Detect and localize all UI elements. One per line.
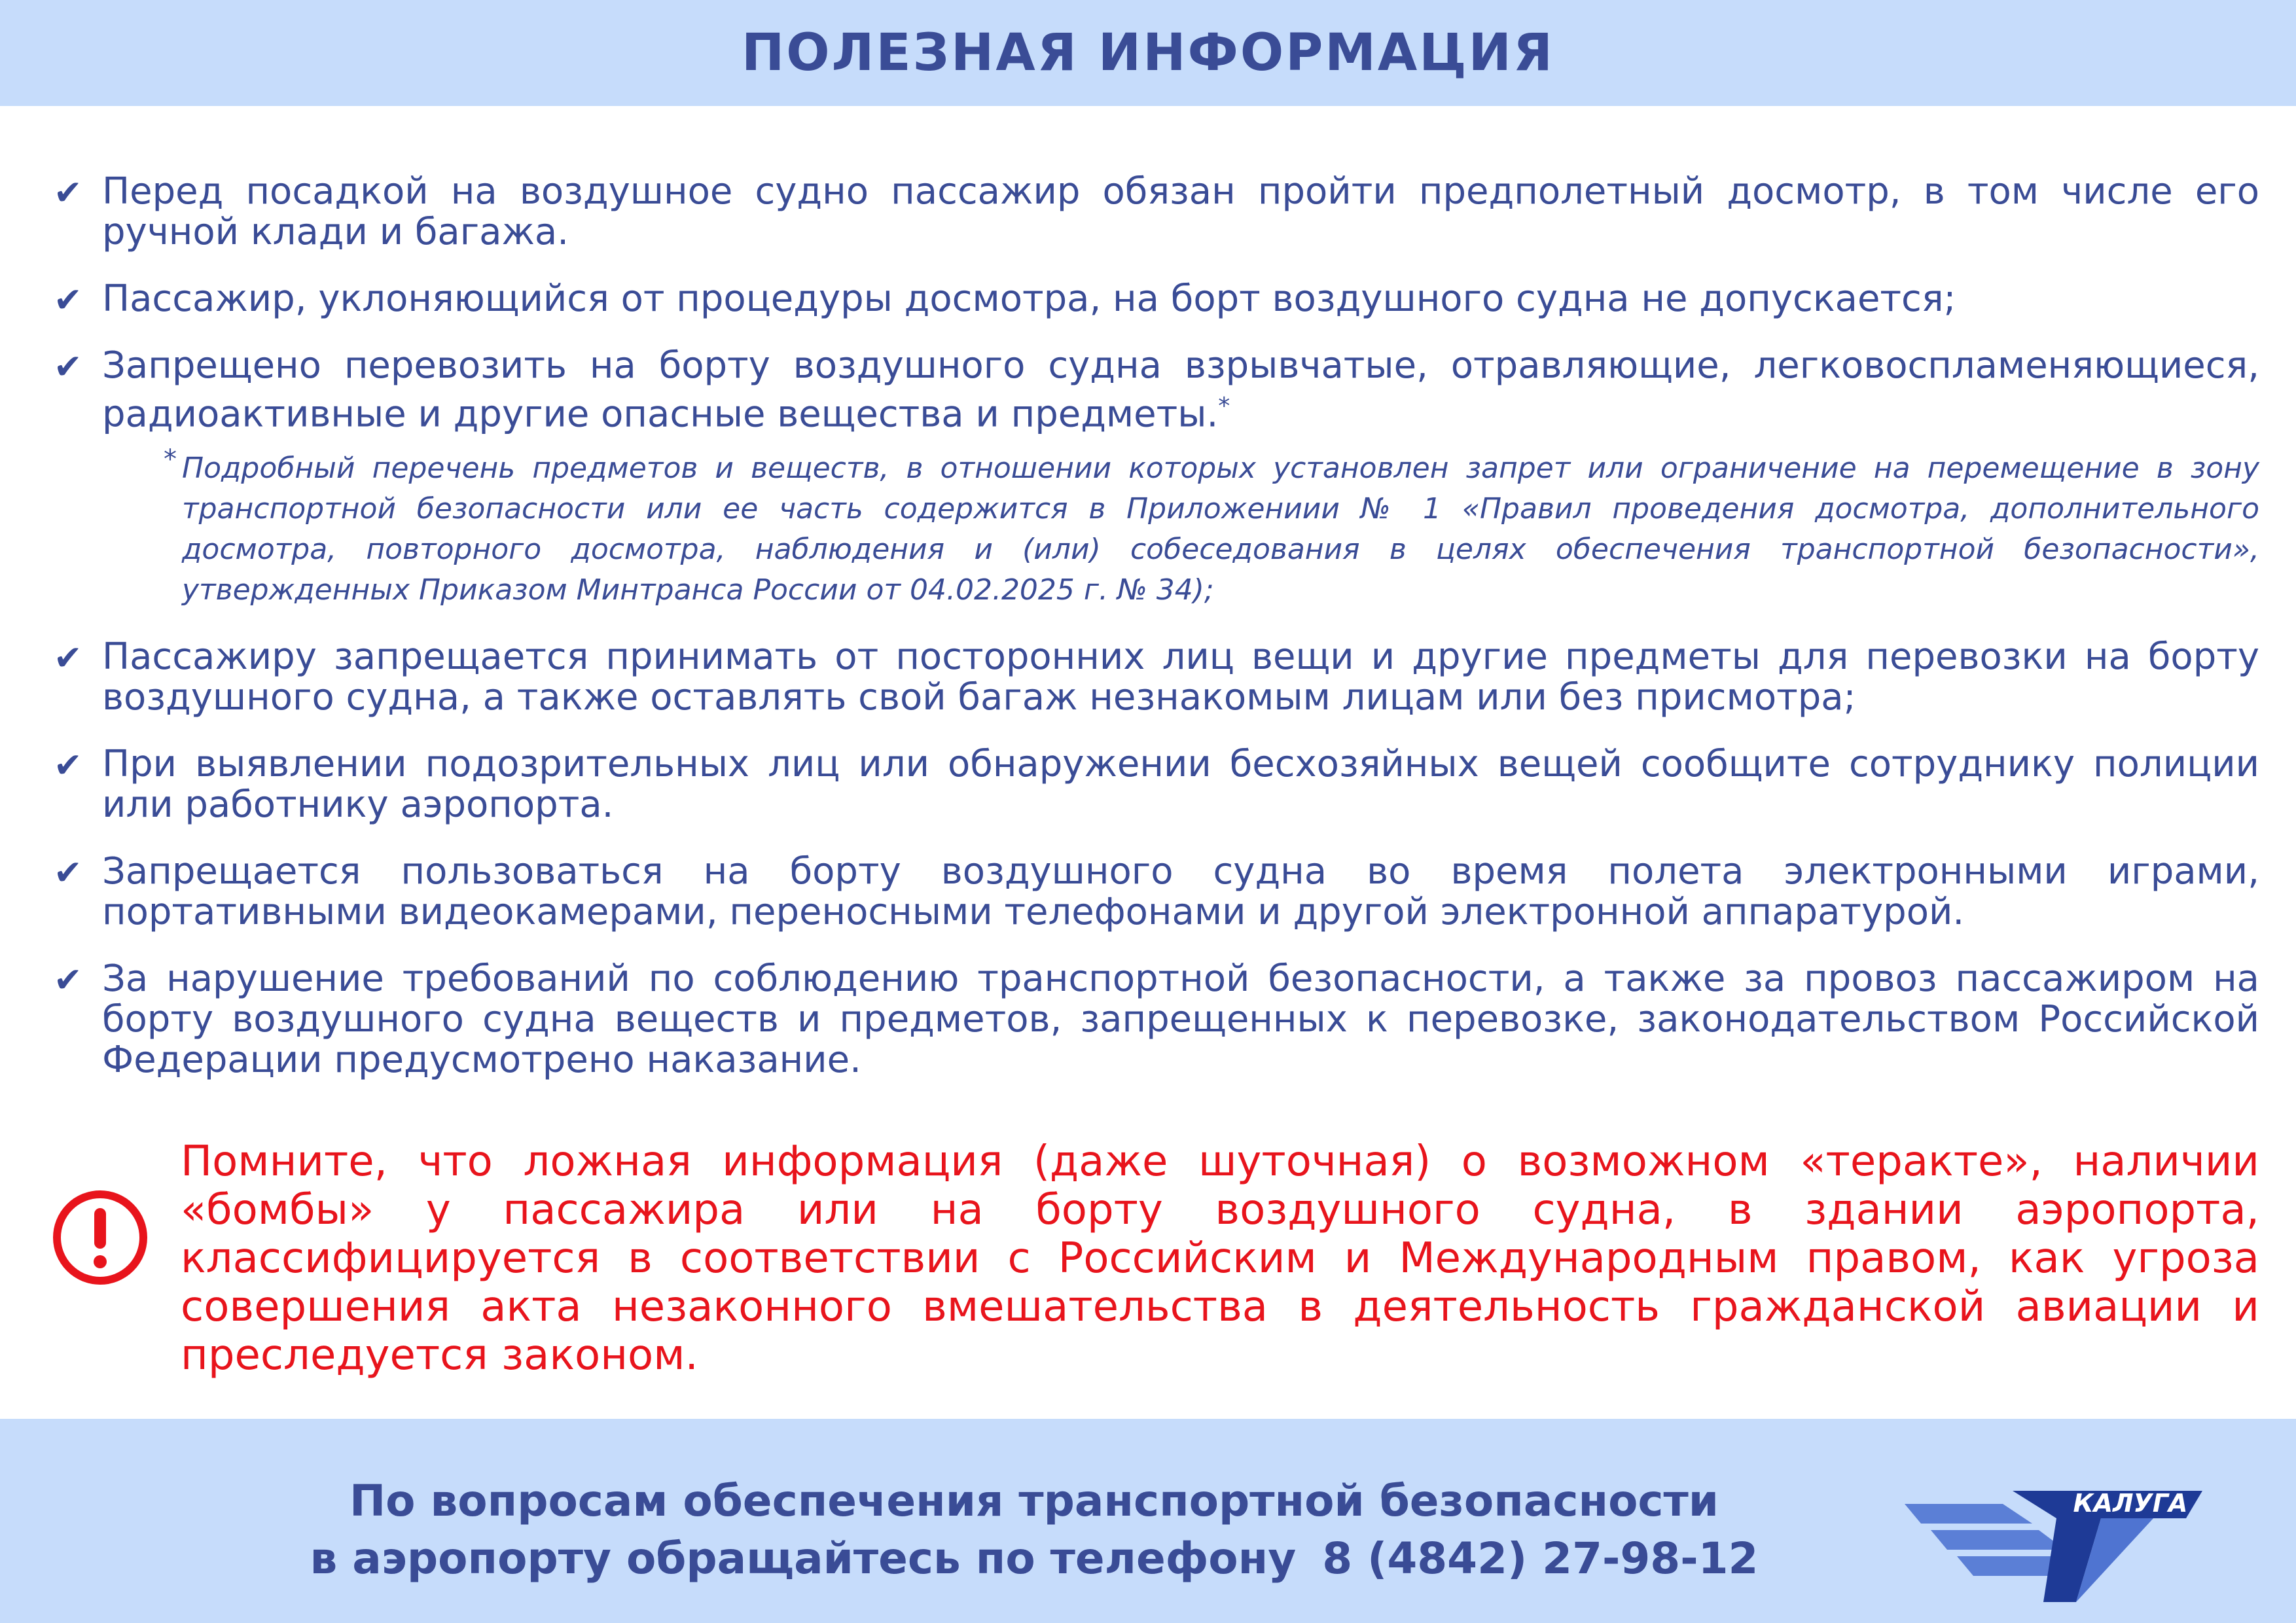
list-item xyxy=(54,851,2259,933)
warning-block xyxy=(51,1137,2259,1380)
item-text-body: Запрещено перевозить на борту воздушного судна взрывчатые, отравляющие, легковоспламеняющиеся, радиоактивные и другие опасные вещества и предметы. xyxy=(102,344,2259,436)
item-text: Пассажиру запрещается принимать от посторонних лиц вещи и другие предметы для перевозки на борту воздушного судна, а также оставлять свой багаж незнакомым лицам или без присмотра; xyxy=(102,635,2259,719)
list-item xyxy=(54,637,2259,718)
contact-line-1: По вопросам обеспечения транспортной безопасности xyxy=(349,1476,1719,1526)
list-item xyxy=(54,279,2259,319)
item-text: Запрещается пользоваться на борту воздушного судна во время полета электронными играми, портативными видеокамерами, переносными телефонами и другой электронной аппаратурой. xyxy=(102,849,2259,933)
page-title: ПОЛЕЗНАЯ ИНФОРМАЦИЯ xyxy=(741,24,1554,82)
footnote-star: * xyxy=(164,444,177,474)
logo-text: КАЛУГА xyxy=(2073,1489,2188,1518)
item-text xyxy=(102,346,2259,435)
item-text: При выявлении подозрительных лиц или обнаружении бесхозяйных вещей сообщите сотруднику полиции или работнику аэропорта. xyxy=(102,742,2259,826)
item-text: За нарушение требований по соблюдению транспортной безопасности, а также за провоз пассажиром на борту воздушного судна веществ и предметов, запрещенных к перевозке, законодательством Российской Федерации предусмотрено наказание. xyxy=(102,957,2259,1081)
footnote xyxy=(54,444,2259,611)
info-list xyxy=(54,171,2259,1107)
footnote-text: Подробный перечень предметов и веществ, в отношении которых установлен запрет или ограничение на перемещение в зону транспортной безопасности или ее часть содержится в Приложениии № 1 «Правил проведения досмотра, дополнительного досмотра, повторного досмотра, наблюдения и (или) собеседования в целях обеспечения транспортной безопасности», утвержденных Приказом Минтранса России от 04.02.2025 г. № 34); xyxy=(182,451,2259,607)
item-text: Перед посадкой на воздушное судно пассажир обязан пройти предполетный досмотр, в том числе его ручной клади и багажа. xyxy=(102,170,2259,253)
kaluga-airport-logo xyxy=(1905,1478,2212,1609)
warning-text: Помните, что ложная информация (даже шуточная) о возможном «теракте», наличии «бомбы» у пассажира или на борту воздушного судна, в здании аэропорта, классифицируется в соответствии с Российским и Международным правом, как угроза совершения акта незаконного вмешательства в деятельность гражданской авиации и преследуется законом. xyxy=(181,1137,2259,1380)
item-text: Пассажир, уклоняющийся от процедуры досмотра, на борт воздушного судна не допускается; xyxy=(102,277,1956,320)
checkmark-icon: ✔ xyxy=(54,745,82,785)
list-item xyxy=(54,959,2259,1080)
contact-line-2-text: в аэропорту обращайтесь по телефону xyxy=(310,1533,1297,1584)
footer-band xyxy=(0,1419,2296,1623)
exclamation-circle-icon xyxy=(51,1188,149,1287)
list-item xyxy=(54,346,2259,435)
list-item xyxy=(54,171,2259,253)
list-item xyxy=(54,744,2259,825)
contact-info xyxy=(249,1472,1820,1588)
checkmark-icon: ✔ xyxy=(54,853,82,893)
phone-number: 8 (4842) 27-98-12 xyxy=(1322,1533,1759,1584)
header-band xyxy=(0,0,2296,106)
contact-line-2 xyxy=(249,1530,1820,1588)
checkmark-icon: ✔ xyxy=(54,960,82,1000)
checkmark-icon: ✔ xyxy=(54,173,82,213)
checkmark-icon: ✔ xyxy=(54,281,82,320)
checkmark-icon: ✔ xyxy=(54,348,82,387)
checkmark-icon: ✔ xyxy=(54,638,82,678)
footnote-mark: * xyxy=(1218,393,1230,419)
